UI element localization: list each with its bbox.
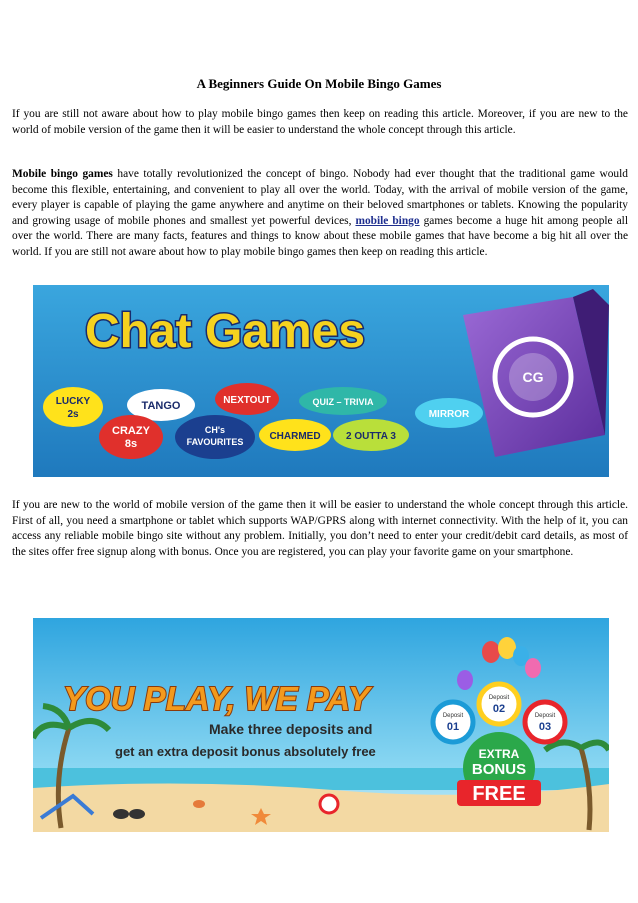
extra-label: EXTRA (478, 747, 520, 761)
badge-word: Deposit (488, 695, 510, 701)
bubble-label: QUIZ – TRIVIA (312, 397, 374, 407)
banner-headline: YOU PLAY, WE PAY (63, 680, 370, 717)
banner-subline-2: get an extra deposit bonus absolutely free (115, 744, 376, 759)
you-play-we-pay-banner (33, 618, 609, 832)
bubble-label: CH's (204, 425, 226, 435)
paragraph-intro: If you are still not aware about how to play mobile bingo games then keep on reading this article. Moreover, if you are new to the world of mobile version of the game then it will be easier to understand the whole concept through this article. (12, 108, 628, 136)
deposit-badge-03 (525, 702, 565, 742)
badge-number: 02 (492, 703, 506, 715)
bubble-label: LUCKY (55, 396, 91, 407)
bubble-quiz-trivia (299, 387, 387, 415)
mobile-bingo-link[interactable]: mobile bingo (355, 214, 420, 227)
bubble-label: 8s (124, 438, 138, 450)
chat-games-heading: Chat Games (85, 305, 366, 358)
bubble-label: NEXTOUT (223, 395, 271, 406)
chat-games-banner (33, 285, 609, 477)
paragraph-mobile-bingo (12, 167, 628, 260)
bubble-label: 2s (67, 409, 79, 420)
seashell-icon (193, 800, 205, 808)
bubble-label: MIRROR (428, 409, 470, 420)
bubble-label: FAVOURITES (186, 437, 244, 447)
bubble-crazy-8s (99, 415, 163, 459)
free-label: FREE (472, 783, 526, 805)
bubble-label: TANGO (141, 400, 181, 412)
bubble-mirror (415, 398, 483, 428)
banner-subline-1: Make three deposits and (209, 721, 373, 737)
beach-ball-icon (320, 795, 338, 813)
bubble-nextout (215, 383, 279, 415)
badge-number: 01 (446, 721, 460, 733)
bonus-label: BONUS (471, 761, 527, 778)
deposit-badge-01 (433, 702, 473, 742)
badge-word: Deposit (534, 713, 556, 719)
bubble-charmed (259, 419, 331, 451)
paragraph-getting-started: If you are new to the world of mobile version of the game then it will be easier to understand the whole concept through this article. First of all, you need a smartphone or tablet which supports WAP/GPRS along with internet connectivity. With the help of it, you can access any reliable mobile bingo site without any problem. Initially, you don’t need to enter your credit/debit card details, as most of the sites offer free signup along with bonus. Once you are registered, you can play your favorite game on your smartphone. (12, 499, 628, 558)
badge-word: Deposit (442, 713, 464, 719)
paragraph-text: have totally revolutionized the concept of bingo. Nobody had ever thought that the traditional game would become this flexible, entertaining, and convenient to play all over the world. Today, with the arrival of mobile version of the game, every player is capable of playing the game anywhere and anytime on their beloved smartphones or tablets. Knowing the popularity and growing usage of mobile phones and smallest yet powerful devices, (12, 168, 628, 227)
bubble-label: CRAZY (112, 425, 150, 437)
cg-logo-text: CG (522, 369, 544, 385)
badge-number: 03 (538, 721, 552, 733)
bold-lead-text: Mobile bingo games (12, 168, 113, 180)
bubble-lucky-2s (43, 387, 103, 427)
deposit-badge-02 (479, 684, 519, 724)
bubble-label: CHARMED (269, 431, 321, 442)
bubble-2-outta-3 (333, 419, 409, 451)
document-title: A Beginners Guide On Mobile Bingo Games (196, 76, 442, 91)
paragraph-text: games become a huge hit among people all over the world. There are many facts, features and things to know about these mobile games that have become a big hit all over the world. If you are still not aware about how to play mobile bingo games then keep on reading this article. (12, 214, 628, 258)
bubble-chs-favourites (175, 415, 255, 459)
bubble-label: 2 OUTTA 3 (345, 431, 397, 442)
